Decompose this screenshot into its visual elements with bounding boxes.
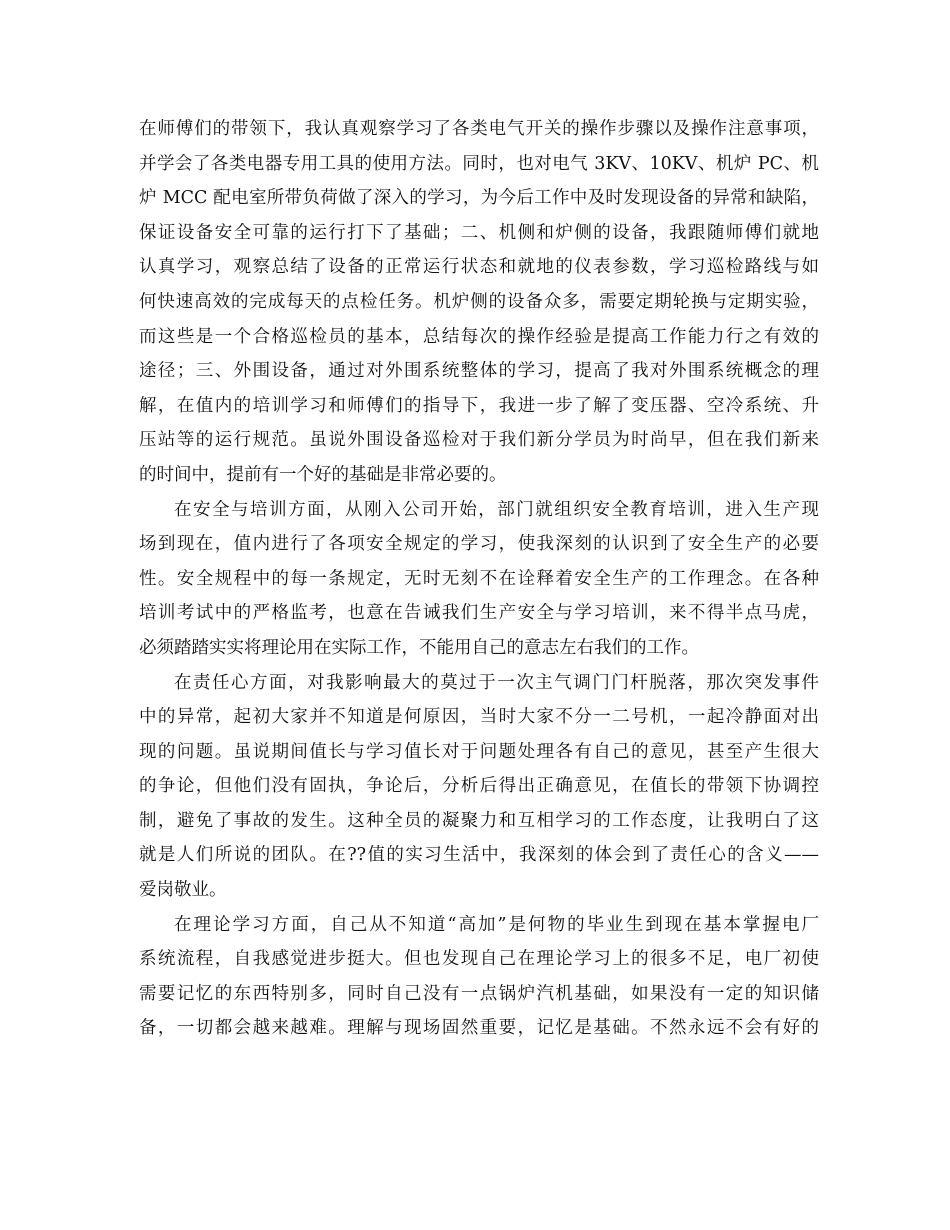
- paragraph: [139, 493, 819, 666]
- text-line: 系统流程，自我感觉进步挺大。但也发现自己在理论学习上的很多不足，电厂初使: [139, 949, 819, 970]
- text-line: 的时间中，提前有一个好的基础是非常必要的。: [139, 464, 507, 485]
- paragraph: [139, 666, 819, 908]
- text-line: 在理论学习方面，自己从不知道“高加”是何物的毕业生到现在基本掌握电厂: [174, 914, 819, 935]
- text-line: 认真学习，观察总结了设备的正常运行状态和就地的仪表参数，学习巡检路线与如: [139, 257, 819, 278]
- text-line: 保证设备安全可靠的运行打下了基础；二、机侧和炉侧的设备，我跟随师傅们就地: [139, 222, 819, 243]
- text-line: 现的问题。虽说期间值长与学习值长对于问题处理各有自己的意见，甚至产生很大: [139, 741, 819, 762]
- text-line: 就是人们所说的团队。在??值的实习生活中，我深刻的体会到了责任心的含义——: [139, 845, 819, 866]
- text-line: 需要记忆的东西特别多，同时自己没有一点锅炉汽机基础，如果没有一定的知识储: [139, 983, 819, 1004]
- text-line: 爱岗敬业。: [139, 880, 227, 901]
- text-line: 在师傅们的带领下，我认真观察学习了各类电气开关的操作步骤以及操作注意事项，: [139, 119, 819, 139]
- text-line: 的争论，但他们没有固执，争论后，分析后得出正确意见，在值长的带领下协调控: [139, 776, 819, 797]
- text-line: 在安全与培训方面，从刚入公司开始，部门就组织安全教育培训，进入生产现: [174, 499, 819, 520]
- paragraph: [139, 112, 819, 493]
- text-line: 何快速高效的完成每天的点检任务。机炉侧的设备众多，需要定期轮换与定期实验，: [139, 291, 819, 312]
- text-line: 中的异常，起初大家并不知道是何原因，当时大家不分一二号机，一起冷静面对出: [139, 707, 819, 728]
- text-line: 制，避免了事故的发生。这种全员的凝聚力和互相学习的工作态度，让我明白了这: [139, 810, 819, 831]
- text-line: 压站等的运行规范。虽说外围设备巡检对于我们新分学员为时尚早，但在我们新来: [139, 430, 819, 451]
- text-line: 性。安全规程中的每一条规定，无时无刻不在诠释着安全生产的工作理念。在各种: [139, 568, 819, 589]
- text-line: 必须踏踏实实将理论用在实际工作，不能用自己的意志左右我们的工作。: [139, 637, 699, 658]
- text-line: 而这些是一个合格巡检员的基本，总结每次的操作经验是提高工作能力行之有效的: [139, 326, 819, 347]
- text-line: 备，一切都会越来越难。理解与现场固然重要，记忆是基础。不然永远不会有好的: [139, 1018, 819, 1039]
- text-line: 场到现在，值内进行了各项安全规定的学习，使我深刻的认识到了安全生产的必要: [139, 534, 819, 555]
- text-line: 培训考试中的严格监考，也意在告诫我们生产安全与学习培训，来不得半点马虎，: [139, 603, 819, 624]
- text-line: 解，在值内的培训学习和师傅们的指导下，我进一步了解了变压器、空冷系统、升: [139, 395, 819, 416]
- text-line: 并学会了各类电器专用工具的使用方法。同时，也对电气 3KV、10KV、机炉 PC、机: [139, 153, 819, 174]
- text-line: 途径；三、外围设备，通过对外围系统整体的学习，提高了我对外围系统概念的理: [139, 361, 819, 382]
- document-body: [139, 112, 819, 1046]
- text-line: 炉 MCC 配电室所带负荷做了深入的学习，为今后工作中及时发现设备的异常和缺陷，: [139, 188, 819, 209]
- text-line: 在责任心方面，对我影响最大的莫过于一次主气调门门杆脱落，那次突发事件: [174, 672, 819, 693]
- paragraph: [139, 908, 819, 1046]
